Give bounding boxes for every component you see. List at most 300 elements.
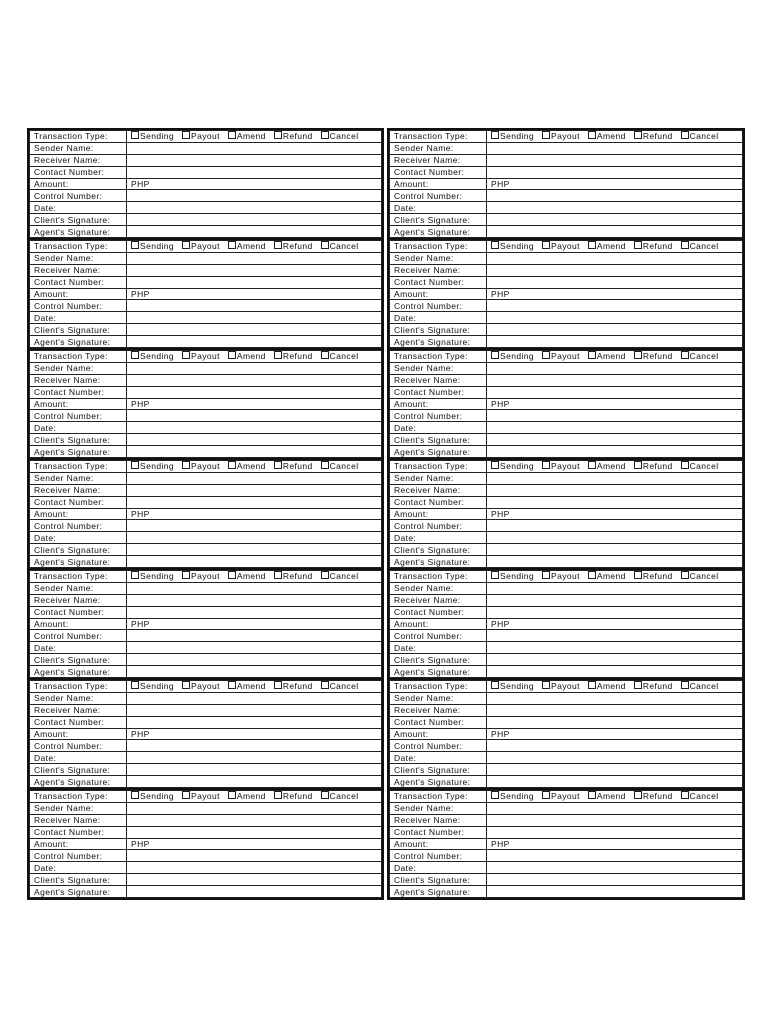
checkbox-icon[interactable] [491, 461, 499, 469]
field-value-client-s-signature[interactable] [127, 764, 382, 776]
field-value-receiver-name[interactable] [127, 154, 382, 166]
field-value-sender-name[interactable] [127, 362, 382, 374]
field-value-receiver-name[interactable] [127, 704, 382, 716]
option-refund[interactable] [634, 681, 673, 691]
field-label-client-s-signature: Client's Signature: [30, 764, 127, 776]
field-value-client-s-signature[interactable] [487, 214, 743, 226]
form-row-control-number [390, 410, 743, 422]
field-value-agent-s-signature[interactable] [487, 666, 743, 678]
checkbox-icon[interactable] [542, 351, 550, 359]
field-value-client-s-signature[interactable] [487, 874, 743, 886]
field-value-transaction-type[interactable] [487, 131, 743, 143]
field-value-date[interactable] [127, 532, 382, 544]
option-cancel[interactable] [681, 131, 719, 141]
option-label: Payout [191, 681, 220, 692]
field-value-transaction-type[interactable] [487, 791, 743, 803]
option-payout[interactable] [542, 131, 580, 141]
form-row-agent-s-signature [30, 226, 382, 238]
option-label: Payout [191, 351, 220, 362]
checkbox-icon[interactable] [182, 241, 190, 249]
field-value-agent-s-signature[interactable] [487, 776, 743, 788]
checkbox-icon[interactable] [274, 241, 282, 249]
checkbox-icon[interactable] [681, 241, 689, 249]
option-sending[interactable] [491, 791, 534, 801]
field-value-control-number[interactable] [487, 740, 743, 752]
field-value-sender-name[interactable] [487, 692, 743, 704]
form-row-control-number [390, 300, 743, 312]
field-value-transaction-type[interactable] [127, 241, 382, 253]
checkbox-icon[interactable] [131, 791, 139, 799]
checkbox-icon[interactable] [588, 461, 596, 469]
option-sending[interactable] [131, 351, 174, 361]
field-value-date[interactable] [487, 202, 743, 214]
checkbox-icon[interactable] [588, 241, 596, 249]
checkbox-icon[interactable] [321, 681, 329, 689]
field-value-control-number[interactable] [127, 850, 382, 862]
field-value-contact-number[interactable] [127, 496, 382, 508]
field-value-client-s-signature[interactable] [127, 544, 382, 556]
field-value-client-s-signature[interactable] [127, 434, 382, 446]
checkbox-icon[interactable] [321, 241, 329, 249]
field-value-client-s-signature[interactable] [487, 434, 743, 446]
field-value-control-number[interactable] [127, 190, 382, 202]
checkbox-icon[interactable] [634, 791, 642, 799]
field-value-agent-s-signature[interactable] [487, 446, 743, 458]
field-value-agent-s-signature[interactable] [487, 886, 743, 898]
checkbox-icon[interactable] [681, 131, 689, 139]
field-value-contact-number[interactable] [487, 276, 743, 288]
option-payout[interactable] [542, 241, 580, 251]
checkbox-icon[interactable] [542, 681, 550, 689]
field-label-amount: Amount: [390, 838, 487, 850]
field-value-receiver-name[interactable] [127, 814, 382, 826]
field-value-date[interactable] [127, 642, 382, 654]
option-sending[interactable] [131, 571, 174, 581]
option-amend[interactable] [228, 571, 266, 581]
option-amend[interactable] [228, 241, 266, 251]
field-value-contact-number[interactable] [127, 386, 382, 398]
form-row-agent-s-signature [390, 776, 743, 788]
field-value-date[interactable] [127, 422, 382, 434]
option-payout[interactable] [542, 791, 580, 801]
field-value-control-number[interactable] [127, 630, 382, 642]
option-cancel[interactable] [321, 461, 359, 471]
field-value-amount[interactable] [127, 508, 382, 520]
transaction-form-5 [27, 348, 384, 460]
option-label: Amend [596, 131, 626, 142]
checkbox-icon[interactable] [634, 681, 642, 689]
field-value-sender-name[interactable] [127, 582, 382, 594]
field-value-sender-name[interactable] [487, 252, 743, 264]
option-amend[interactable] [588, 461, 626, 471]
checkbox-icon[interactable] [182, 351, 190, 359]
checkbox-icon[interactable] [491, 791, 499, 799]
field-value-receiver-name[interactable] [127, 484, 382, 496]
field-value-client-s-signature[interactable] [127, 214, 382, 226]
field-value-client-s-signature[interactable] [487, 764, 743, 776]
option-refund[interactable] [634, 351, 673, 361]
option-refund[interactable] [634, 461, 673, 471]
field-value-client-s-signature[interactable] [487, 544, 743, 556]
checkbox-icon[interactable] [321, 791, 329, 799]
option-payout[interactable] [182, 351, 220, 361]
field-value-sender-name[interactable] [127, 142, 382, 154]
field-value-receiver-name[interactable] [487, 814, 743, 826]
checkbox-icon[interactable] [634, 131, 642, 139]
option-amend[interactable] [588, 571, 626, 581]
form-row-sender-name [390, 802, 743, 814]
checkbox-icon[interactable] [228, 241, 236, 249]
field-value-amount[interactable] [127, 178, 382, 190]
field-value-agent-s-signature[interactable] [127, 776, 382, 788]
field-value-control-number[interactable] [127, 410, 382, 422]
field-value-contact-number[interactable] [127, 826, 382, 838]
field-value-date[interactable] [487, 422, 743, 434]
option-cancel[interactable] [321, 791, 359, 801]
checkbox-icon[interactable] [491, 241, 499, 249]
field-value-agent-s-signature[interactable] [487, 336, 743, 348]
form-table [389, 240, 743, 348]
form-row-date [390, 202, 743, 214]
form-row-amount [30, 288, 382, 300]
field-value-control-number[interactable] [487, 520, 743, 532]
option-amend[interactable] [588, 241, 626, 251]
option-sending[interactable] [131, 791, 174, 801]
option-sending[interactable] [131, 241, 174, 251]
field-value-control-number[interactable] [487, 190, 743, 202]
option-amend[interactable] [228, 681, 266, 691]
checkbox-icon[interactable] [321, 131, 329, 139]
checkbox-icon[interactable] [491, 131, 499, 139]
option-amend[interactable] [588, 791, 626, 801]
checkbox-icon[interactable] [634, 461, 642, 469]
field-value-date[interactable] [127, 752, 382, 764]
option-cancel[interactable] [681, 681, 719, 691]
field-value-contact-number[interactable] [487, 496, 743, 508]
field-value-receiver-name[interactable] [487, 374, 743, 386]
field-value-amount[interactable] [127, 288, 382, 300]
field-label-receiver-name: Receiver Name: [30, 264, 127, 276]
option-cancel[interactable] [681, 241, 719, 251]
form-row-contact-number [390, 716, 743, 728]
checkbox-icon[interactable] [228, 131, 236, 139]
field-value-amount[interactable] [487, 618, 743, 630]
option-sending[interactable] [491, 351, 534, 361]
option-payout[interactable] [182, 241, 220, 251]
checkbox-icon[interactable] [228, 461, 236, 469]
field-value-agent-s-signature[interactable] [127, 336, 382, 348]
option-label: Amend [236, 681, 266, 692]
field-value-client-s-signature[interactable] [127, 654, 382, 666]
option-payout[interactable] [182, 131, 220, 141]
field-value-agent-s-signature[interactable] [127, 226, 382, 238]
field-value-receiver-name[interactable] [487, 154, 743, 166]
field-value-date[interactable] [127, 202, 382, 214]
checkbox-icon[interactable] [634, 571, 642, 579]
field-value-contact-number[interactable] [127, 606, 382, 618]
checkbox-icon[interactable] [542, 131, 550, 139]
field-value-date[interactable] [127, 862, 382, 874]
checkbox-icon[interactable] [274, 571, 282, 579]
form-row-client-s-signature [390, 764, 743, 776]
form-row-sender-name [30, 582, 382, 594]
field-value-amount[interactable] [127, 398, 382, 410]
option-refund[interactable] [634, 791, 673, 801]
option-sending[interactable] [131, 681, 174, 691]
checkbox-icon[interactable] [588, 791, 596, 799]
field-value-client-s-signature[interactable] [127, 874, 382, 886]
checkbox-icon[interactable] [131, 131, 139, 139]
form-row-client-s-signature [30, 434, 382, 446]
field-value-amount[interactable] [487, 288, 743, 300]
option-payout[interactable] [542, 571, 580, 581]
field-value-amount[interactable] [487, 508, 743, 520]
field-value-sender-name[interactable] [127, 472, 382, 484]
option-amend[interactable] [588, 681, 626, 691]
field-value-transaction-type[interactable] [127, 791, 382, 803]
option-amend[interactable] [588, 131, 626, 141]
checkbox-icon[interactable] [131, 571, 139, 579]
option-refund[interactable] [634, 241, 673, 251]
field-value-receiver-name[interactable] [487, 484, 743, 496]
field-value-date[interactable] [487, 862, 743, 874]
checkbox-icon[interactable] [131, 351, 139, 359]
field-value-transaction-type[interactable] [487, 351, 743, 363]
option-sending[interactable] [131, 461, 174, 471]
field-value-amount[interactable] [487, 178, 743, 190]
field-value-agent-s-signature[interactable] [487, 226, 743, 238]
option-cancel[interactable] [681, 461, 719, 471]
checkbox-icon[interactable] [182, 791, 190, 799]
checkbox-icon[interactable] [681, 351, 689, 359]
field-value-sender-name[interactable] [487, 362, 743, 374]
option-refund[interactable] [274, 131, 313, 141]
field-value-control-number[interactable] [127, 300, 382, 312]
field-value-receiver-name[interactable] [127, 374, 382, 386]
field-value-contact-number[interactable] [127, 166, 382, 178]
field-value-amount[interactable] [487, 398, 743, 410]
field-value-control-number[interactable] [487, 300, 743, 312]
checkbox-icon[interactable] [321, 571, 329, 579]
field-value-transaction-type[interactable] [487, 571, 743, 583]
field-value-agent-s-signature[interactable] [127, 666, 382, 678]
option-cancel[interactable] [681, 351, 719, 361]
checkbox-icon[interactable] [542, 791, 550, 799]
field-value-date[interactable] [487, 312, 743, 324]
field-value-sender-name[interactable] [487, 802, 743, 814]
option-label: Cancel [329, 131, 359, 142]
field-value-client-s-signature[interactable] [487, 654, 743, 666]
option-amend[interactable] [588, 351, 626, 361]
form-row-client-s-signature [390, 214, 743, 226]
checkbox-icon[interactable] [131, 241, 139, 249]
field-value-transaction-type[interactable] [127, 351, 382, 363]
checkbox-icon[interactable] [634, 351, 642, 359]
option-payout[interactable] [542, 681, 580, 691]
checkbox-icon[interactable] [542, 571, 550, 579]
field-value-control-number[interactable] [487, 850, 743, 862]
option-payout[interactable] [542, 351, 580, 361]
option-sending[interactable] [491, 681, 534, 691]
field-value-control-number[interactable] [127, 740, 382, 752]
field-value-sender-name[interactable] [127, 692, 382, 704]
checkbox-icon[interactable] [491, 571, 499, 579]
checkbox-icon[interactable] [131, 461, 139, 469]
option-sending[interactable] [131, 131, 174, 141]
option-cancel[interactable] [321, 241, 359, 251]
option-amend[interactable] [228, 461, 266, 471]
form-row-sender-name [390, 472, 743, 484]
option-sending[interactable] [491, 241, 534, 251]
checkbox-icon[interactable] [182, 131, 190, 139]
checkbox-icon[interactable] [228, 571, 236, 579]
field-value-amount[interactable] [127, 728, 382, 740]
checkbox-icon[interactable] [681, 681, 689, 689]
field-value-control-number[interactable] [487, 630, 743, 642]
checkbox-icon[interactable] [681, 461, 689, 469]
option-cancel[interactable] [681, 791, 719, 801]
option-payout[interactable] [542, 461, 580, 471]
option-refund[interactable] [274, 461, 313, 471]
option-payout[interactable] [182, 681, 220, 691]
checkbox-icon[interactable] [274, 131, 282, 139]
field-value-amount[interactable] [487, 728, 743, 740]
field-value-sender-name[interactable] [127, 252, 382, 264]
option-refund[interactable] [274, 351, 313, 361]
form-row-receiver-name [390, 594, 743, 606]
checkbox-icon[interactable] [274, 791, 282, 799]
checkbox-icon[interactable] [274, 681, 282, 689]
checkbox-icon[interactable] [228, 681, 236, 689]
checkbox-icon[interactable] [228, 351, 236, 359]
checkbox-icon[interactable] [131, 681, 139, 689]
field-value-agent-s-signature[interactable] [487, 556, 743, 568]
field-value-transaction-type[interactable] [127, 461, 382, 473]
option-cancel[interactable] [681, 571, 719, 581]
field-value-contact-number[interactable] [487, 716, 743, 728]
field-value-transaction-type[interactable] [127, 681, 382, 693]
checkbox-icon[interactable] [321, 461, 329, 469]
field-value-date[interactable] [487, 752, 743, 764]
field-value-receiver-name[interactable] [487, 594, 743, 606]
field-value-amount[interactable] [487, 838, 743, 850]
field-value-receiver-name[interactable] [487, 264, 743, 276]
field-value-transaction-type[interactable] [487, 241, 743, 253]
field-value-client-s-signature[interactable] [487, 324, 743, 336]
field-value-client-s-signature[interactable] [127, 324, 382, 336]
field-value-control-number[interactable] [127, 520, 382, 532]
field-value-transaction-type[interactable] [127, 131, 382, 143]
option-amend[interactable] [228, 351, 266, 361]
checkbox-icon[interactable] [182, 461, 190, 469]
field-value-transaction-type[interactable] [127, 571, 382, 583]
option-label: Sending [140, 351, 174, 362]
field-value-date[interactable] [487, 642, 743, 654]
option-cancel[interactable] [321, 681, 359, 691]
checkbox-icon[interactable] [182, 571, 190, 579]
field-value-contact-number[interactable] [487, 166, 743, 178]
checkbox-icon[interactable] [274, 461, 282, 469]
field-value-receiver-name[interactable] [127, 264, 382, 276]
option-payout[interactable] [182, 571, 220, 581]
option-sending[interactable] [491, 131, 534, 141]
field-value-amount[interactable] [127, 618, 382, 630]
form-row-client-s-signature [30, 874, 382, 886]
checkbox-icon[interactable] [491, 351, 499, 359]
field-value-sender-name[interactable] [487, 472, 743, 484]
checkbox-icon[interactable] [182, 681, 190, 689]
field-value-agent-s-signature[interactable] [127, 556, 382, 568]
checkbox-icon[interactable] [588, 681, 596, 689]
checkbox-icon[interactable] [588, 351, 596, 359]
field-label-contact-number: Contact Number: [30, 826, 127, 838]
option-label: Amend [596, 681, 626, 692]
checkbox-icon[interactable] [634, 241, 642, 249]
field-value-amount[interactable] [127, 838, 382, 850]
field-value-sender-name[interactable] [487, 142, 743, 154]
field-value-agent-s-signature[interactable] [127, 446, 382, 458]
checkbox-icon[interactable] [228, 791, 236, 799]
option-refund[interactable] [634, 131, 673, 141]
field-value-date[interactable] [487, 532, 743, 544]
field-value-sender-name[interactable] [487, 582, 743, 594]
option-payout[interactable] [182, 791, 220, 801]
field-value-contact-number[interactable] [487, 606, 743, 618]
field-value-date[interactable] [127, 312, 382, 324]
field-label-transaction-type: Transaction Type: [390, 681, 487, 693]
option-amend[interactable] [228, 791, 266, 801]
field-value-contact-number[interactable] [487, 826, 743, 838]
field-value-contact-number[interactable] [487, 386, 743, 398]
option-refund[interactable] [274, 791, 313, 801]
checkbox-icon[interactable] [542, 241, 550, 249]
form-row-control-number [30, 410, 382, 422]
field-value-contact-number[interactable] [127, 716, 382, 728]
option-cancel[interactable] [321, 131, 359, 141]
option-refund[interactable] [274, 241, 313, 251]
checkbox-icon[interactable] [681, 571, 689, 579]
checkbox-icon[interactable] [274, 351, 282, 359]
checkbox-icon[interactable] [542, 461, 550, 469]
option-sending[interactable] [491, 571, 534, 581]
field-label-contact-number: Contact Number: [30, 166, 127, 178]
checkbox-icon[interactable] [681, 791, 689, 799]
checkbox-icon[interactable] [588, 131, 596, 139]
field-value-control-number[interactable] [487, 410, 743, 422]
field-label-receiver-name: Receiver Name: [390, 484, 487, 496]
option-cancel[interactable] [321, 571, 359, 581]
option-payout[interactable] [182, 461, 220, 471]
field-value-transaction-type[interactable] [487, 681, 743, 693]
field-label-date: Date: [30, 862, 127, 874]
checkbox-icon[interactable] [491, 681, 499, 689]
option-refund[interactable] [274, 681, 313, 691]
option-amend[interactable] [228, 131, 266, 141]
option-sending[interactable] [491, 461, 534, 471]
checkbox-icon[interactable] [588, 571, 596, 579]
field-value-contact-number[interactable] [127, 276, 382, 288]
field-value-agent-s-signature[interactable] [127, 886, 382, 898]
checkbox-icon[interactable] [321, 351, 329, 359]
field-value-sender-name[interactable] [127, 802, 382, 814]
field-value-transaction-type[interactable] [487, 461, 743, 473]
option-cancel[interactable] [321, 351, 359, 361]
field-label-sender-name: Sender Name: [30, 362, 127, 374]
field-value-receiver-name[interactable] [127, 594, 382, 606]
option-refund[interactable] [274, 571, 313, 581]
option-refund[interactable] [634, 571, 673, 581]
field-value-receiver-name[interactable] [487, 704, 743, 716]
